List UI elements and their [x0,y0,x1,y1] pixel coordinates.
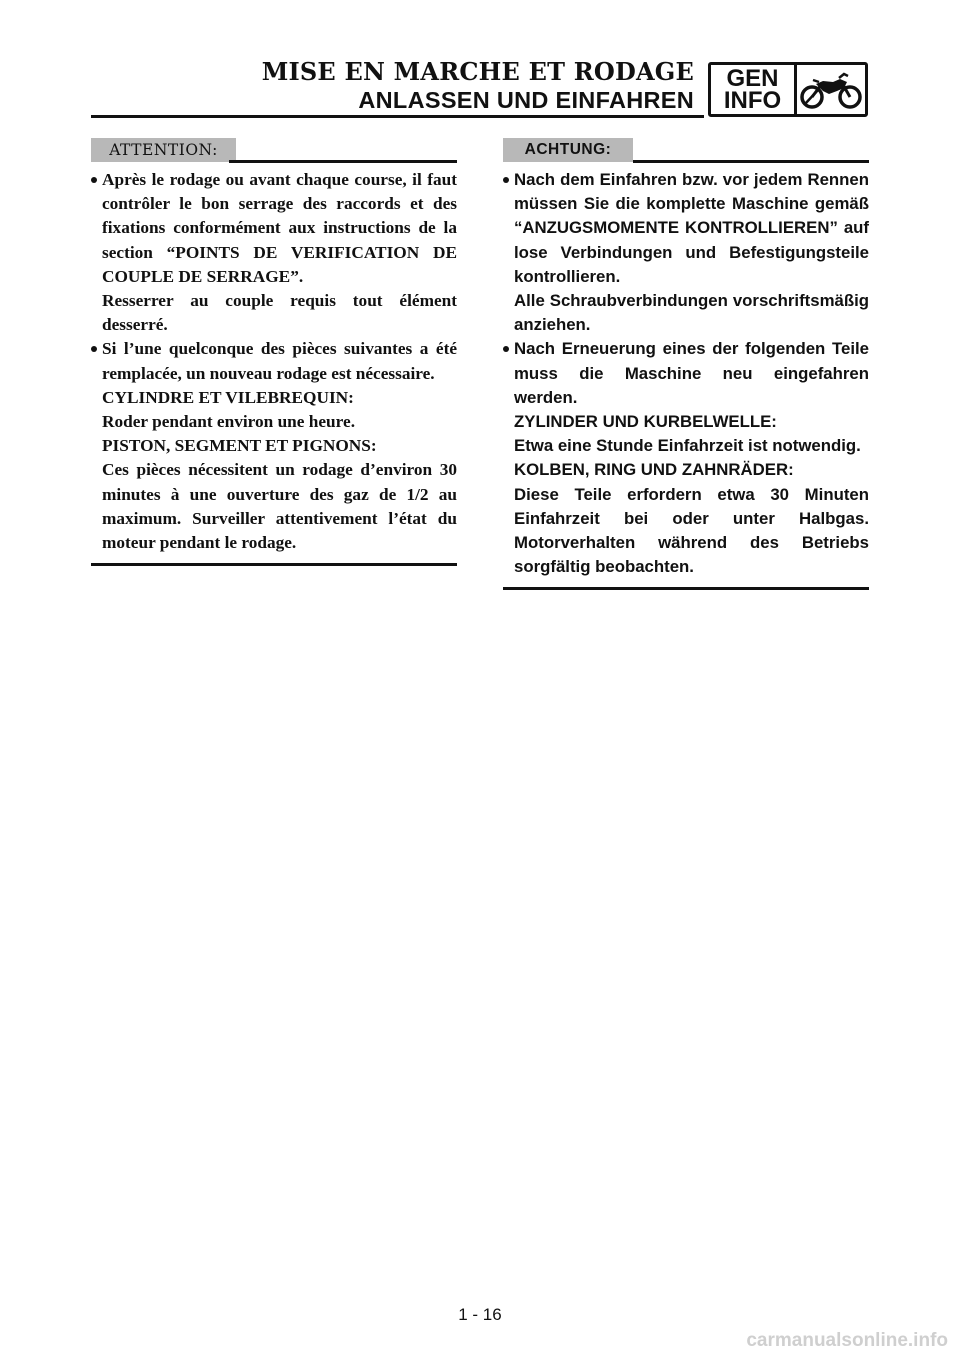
part-heading: ZYLINDER UND KURBELWELLE: [514,412,777,432]
list-item [91,337,457,385]
part-heading: CYLINDRE ET VILEBREQUIN: [102,387,354,407]
bullet-text: Nach Erneuerung eines der folgenden Teile muss die Maschine neu eingefahren werden. [514,339,869,407]
caution-body-french [91,164,457,566]
page-number: 1 - 16 [458,1305,502,1324]
section-badge [708,62,868,117]
part-text: Roder pendant environ une heure. [102,412,356,432]
bullet-icon [503,177,509,183]
caution-end-rule [91,563,457,566]
french-column [91,138,457,566]
page-header [261,57,694,113]
section-badge-line2: INFO [723,86,782,114]
page-title-german: ANLASSEN UND EINFAHREN [358,87,694,113]
section-badge-line1: GEN [726,64,779,92]
part-text: Diese Teile erfordern etwa 30 Minuten Einfahrzeit bei oder unter Halbgas. Motorverhalten während des Betriebs sorgfältig beobachten. [514,484,869,577]
bullet-subtext: Resserrer au couple requis tout élément desserré. [102,291,457,335]
part-heading: PISTON, SEGMENT ET PIGNONS: [102,436,377,456]
caution-header-german [503,138,869,164]
list-item [503,168,869,289]
list-item [91,168,457,289]
german-column [503,138,869,590]
caution-rule [633,160,869,163]
part-text: Ces pièces nécessitent un rodage d’environ 30 minutes à une ouverture des gaz de 1/2 au maximum. Surveiller attentivement l’état du moteur pendant le rodage. [102,460,457,553]
motorcycle-icon [797,65,865,114]
bullet-text: Après le rodage ou avant chaque course, il faut contrôler le bon serrage des raccords et des fixations conformément aux instructions de la section “POINTS DE VERIFICATION DE COUPLE DE SERRAGE”. [102,170,457,286]
section-badge-label [711,65,797,114]
bullet-icon [503,346,509,352]
part-heading: KOLBEN, RING UND ZAHNRÄDER: [514,460,794,480]
part-text: Etwa eine Stunde Einfahrzeit ist notwendig. [514,436,861,456]
bullet-icon [91,177,97,183]
caution-label: ATTENTION: [91,138,236,162]
bullet-text: Nach dem Einfahren bzw. vor jedem Rennen müssen Sie die komplette Maschine gemäß “ANZUGSMOMENTE KONTROLLIEREN” auf lose Verbindungen und Befestigungsteile kontrollieren. [514,170,869,286]
page-title-french: MISE EN MARCHE ET RODAGE [261,57,694,86]
caution-body-german [503,164,869,590]
bullet-icon [91,346,97,352]
header-rule [91,115,704,118]
watermark: carmanualsonline.info [746,1330,948,1351]
caution-rule [229,160,457,163]
list-item [503,337,869,410]
caution-label: ACHTUNG: [503,138,633,162]
caution-header-french [91,138,457,164]
bullet-subtext: Alle Schraubverbindungen vorschriftsmäßig anziehen. [514,291,869,335]
caution-end-rule [503,587,869,590]
bullet-text: Si l’une quelconque des pièces suivantes a été remplacée, un nouveau rodage est nécessaire. [102,339,457,383]
